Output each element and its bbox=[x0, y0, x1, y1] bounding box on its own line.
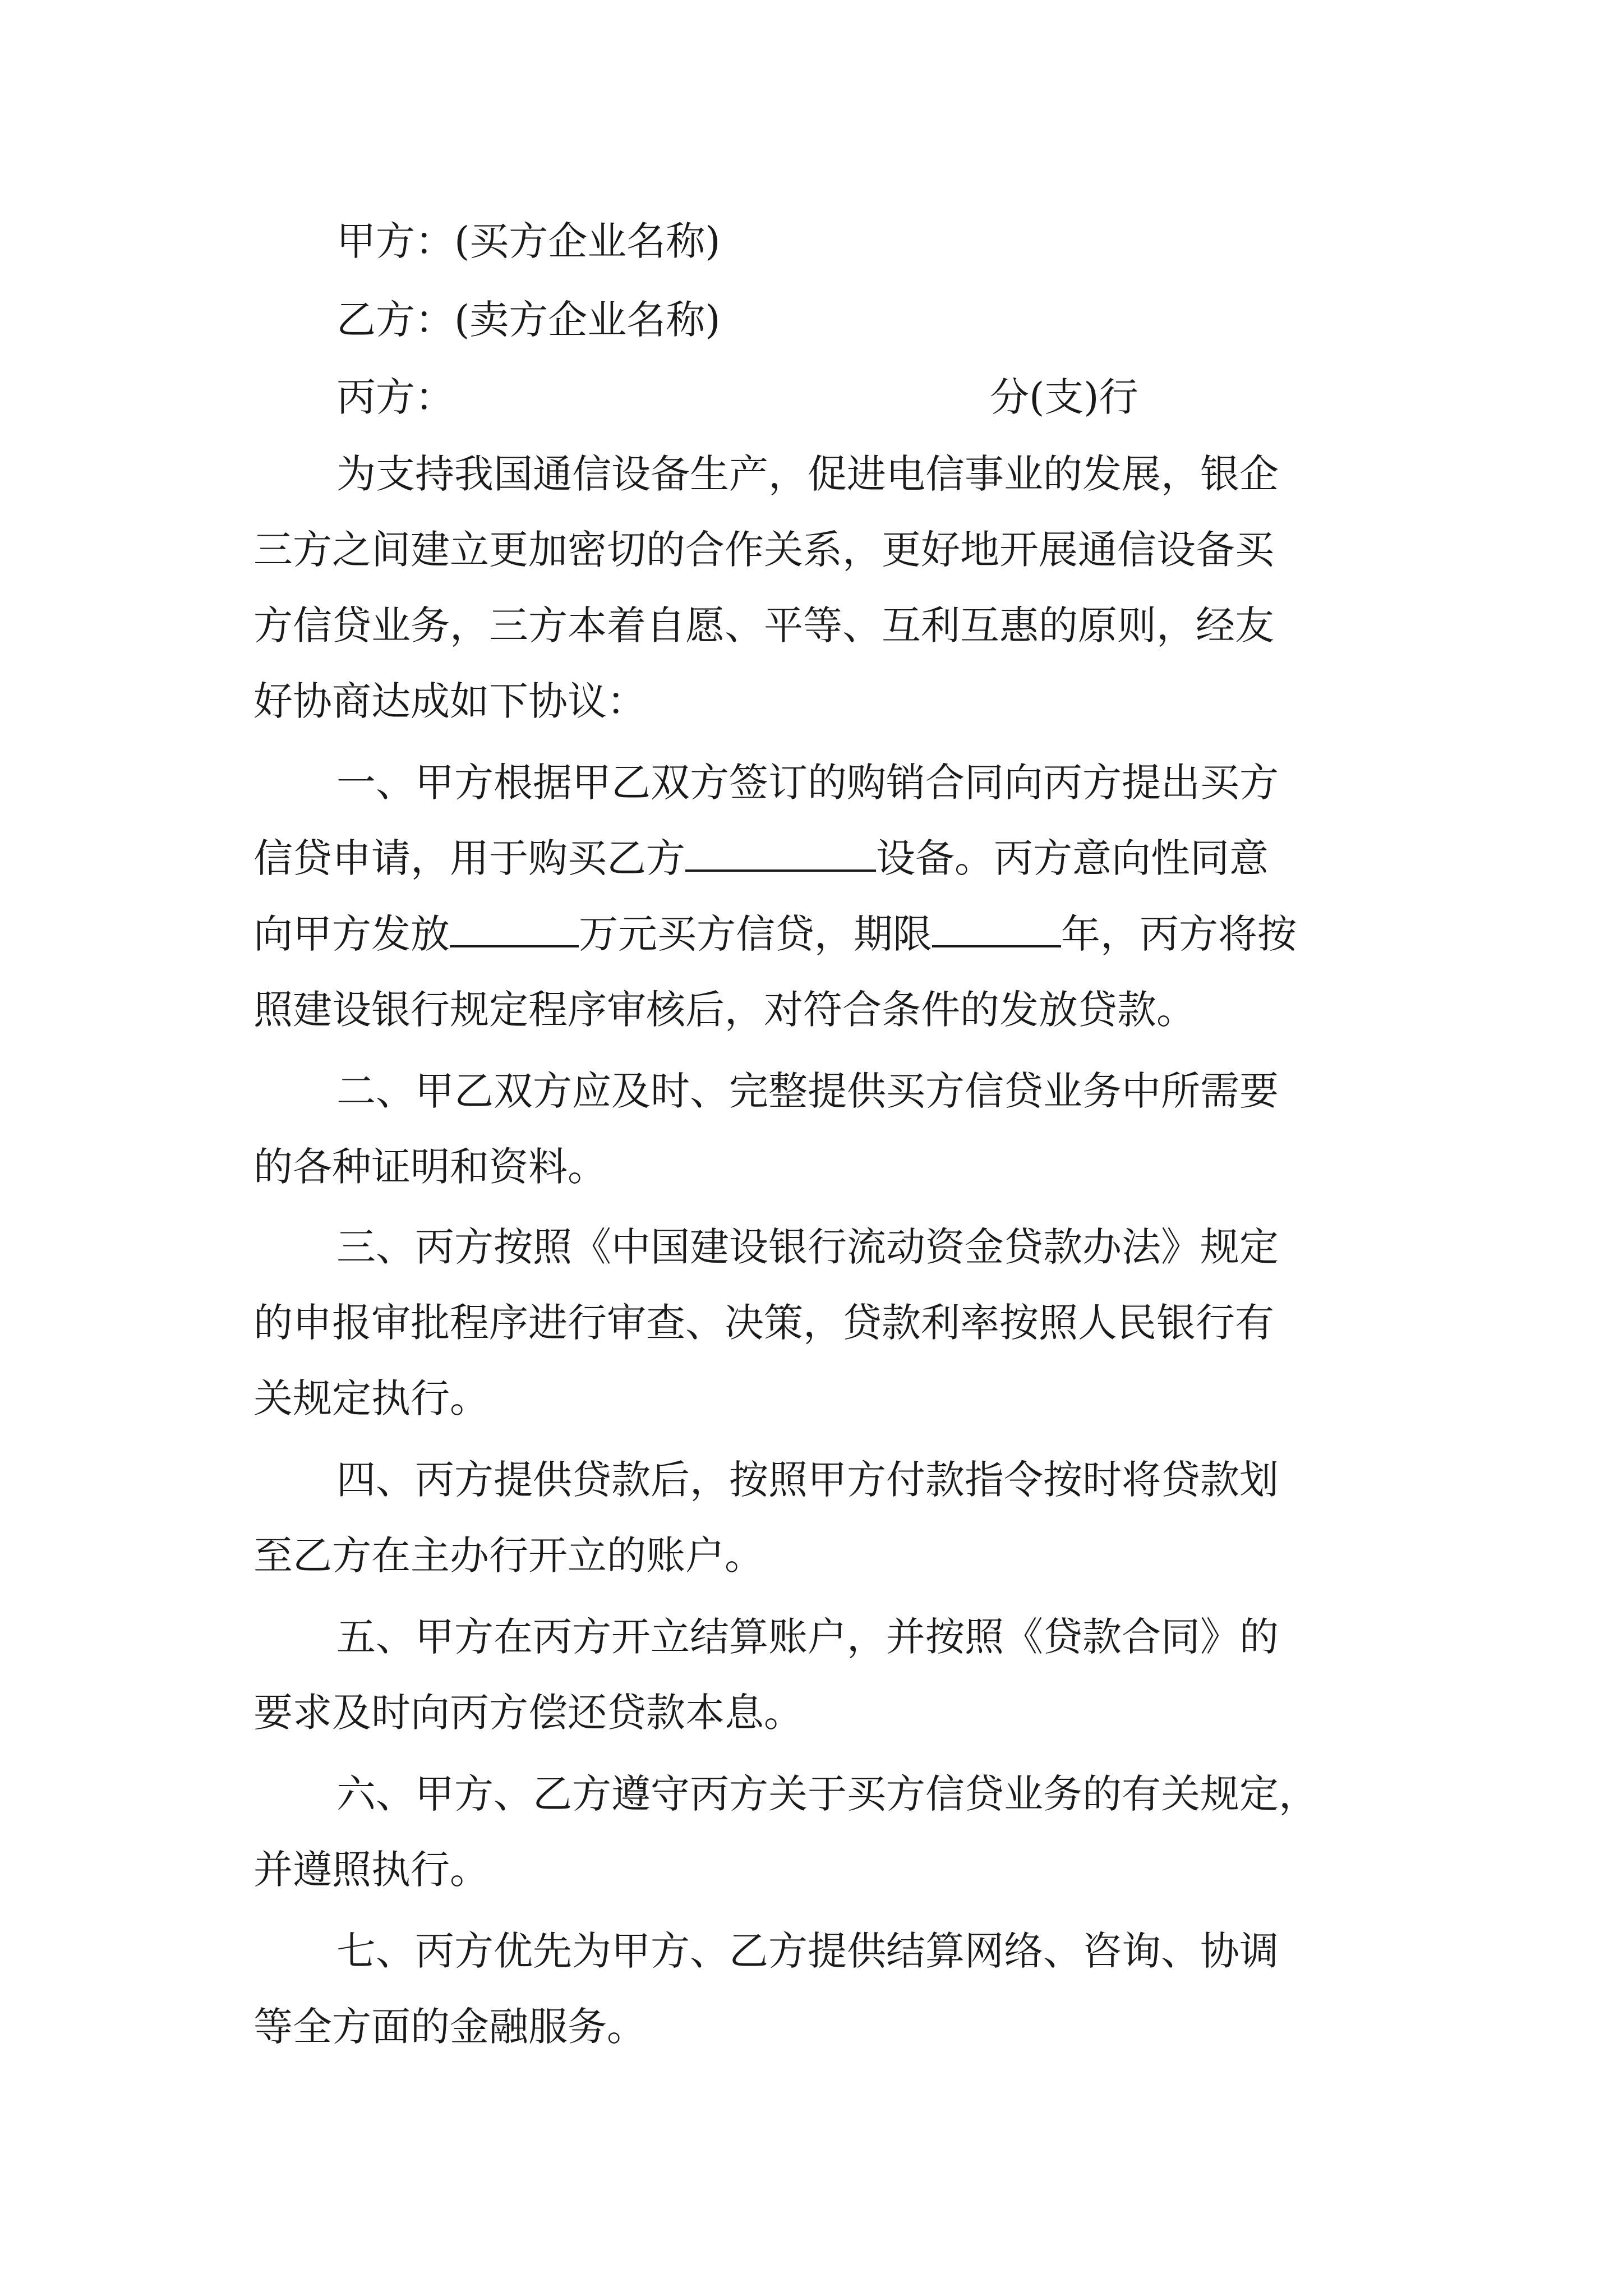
clause-5-line-1: 五、甲方在丙方开立结算账户，并按照《贷款合同》的 bbox=[336, 1614, 1279, 1660]
clause-7-line-1: 七、丙方优先为甲方、乙方提供结算网络、咨询、协调 bbox=[336, 1928, 1279, 1974]
party-a-line: 甲方：(买方企业名称) bbox=[336, 218, 721, 264]
clause-1-text: 信贷申请，用于购买乙方 bbox=[253, 835, 685, 881]
party-c-label: 丙方： bbox=[336, 374, 454, 420]
amount-blank bbox=[450, 916, 579, 947]
preamble-line-4: 好协商达成如下协议： bbox=[253, 678, 646, 724]
clause-1-text: 设备。丙方意向性同意 bbox=[876, 835, 1269, 881]
clause-2-line-2: 的各种证明和资料。 bbox=[253, 1144, 607, 1190]
clause-1-text: 年，丙方将按 bbox=[1061, 911, 1297, 957]
clause-1-text: 万元买方信贷，期限 bbox=[579, 911, 932, 957]
clause-4-line-1: 四、丙方提供贷款后，按照甲方付款指令按时将贷款划 bbox=[336, 1457, 1279, 1503]
party-b-line: 乙方：(卖方企业名称) bbox=[336, 297, 721, 343]
clause-1-line-4: 照建设银行规定程序审核后，对符合条件的发放贷款。 bbox=[253, 987, 1196, 1033]
clause-6-line-1: 六、甲方、乙方遵守丙方关于买方信贷业务的有关规定， bbox=[336, 1771, 1318, 1817]
clause-3-line-2: 的申报审批程序进行审查、决策，贷款利率按照人民银行有 bbox=[253, 1300, 1274, 1346]
equipment-blank bbox=[685, 840, 876, 872]
clause-1-line-2 bbox=[253, 835, 1269, 881]
clause-7-line-2: 等全方面的金融服务。 bbox=[253, 2004, 646, 2050]
clause-1-text: 向甲方发放 bbox=[253, 911, 450, 957]
preamble-line-2: 三方之间建立更加密切的合作关系，更好地开展通信设备买 bbox=[253, 527, 1274, 573]
clause-3-line-1: 三、丙方按照《中国建设银行流动资金贷款办法》规定 bbox=[336, 1224, 1279, 1270]
clause-1-line-3 bbox=[253, 911, 1297, 957]
party-c-branch: 分(支)行 bbox=[990, 374, 1138, 420]
clause-3-line-3: 关规定执行。 bbox=[253, 1375, 489, 1421]
term-blank bbox=[932, 916, 1061, 947]
clause-1-line-1: 一、甲方根据甲乙双方签订的购销合同向丙方提出买方 bbox=[336, 760, 1279, 806]
preamble-line-1: 为支持我国通信设备生产，促进电信事业的发展，银企 bbox=[336, 451, 1279, 497]
clause-2-line-1: 二、甲乙双方应及时、完整提供买方信贷业务中所需要 bbox=[336, 1068, 1279, 1114]
clause-4-line-2: 至乙方在主办行开立的账户。 bbox=[253, 1533, 764, 1579]
clause-6-line-2: 并遵照执行。 bbox=[253, 1847, 489, 1893]
preamble-line-3: 方信贷业务，三方本着自愿、平等、互利互惠的原则，经友 bbox=[253, 602, 1274, 648]
clause-5-line-2: 要求及时向丙方偿还贷款本息。 bbox=[253, 1690, 803, 1736]
